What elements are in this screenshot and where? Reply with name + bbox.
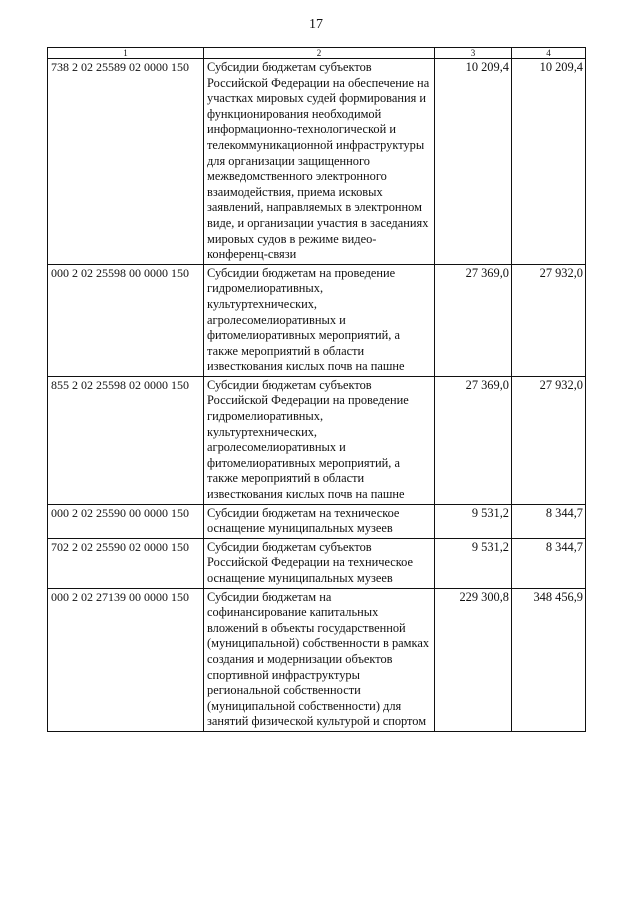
page-number: 17 [309, 17, 323, 32]
amount-col4: 27 932,0 [512, 376, 586, 504]
income-description: Субсидии бюджетам на софинансирование капитальных вложений в объекты государственной (муниципальной) собственности в рамках создания и модернизации объектов спортивной инфраструктуры региональной собственности (муниципальной собственности) для занятий физической культурой и спортом [204, 588, 435, 731]
amount-col3: 229 300,8 [435, 588, 512, 731]
table-row [48, 264, 586, 376]
table-row [48, 504, 586, 538]
column-header: 1 [48, 48, 204, 59]
income-description: Субсидии бюджетам субъектов Российской Федерации на обеспечение на участках мировых судей формирования и функционирования необходимой информационно-технологической и телекоммуникационной инфраструктуры для организации защищенного межведомственного электронного взаимодействия, приема исковых заявлений, направляемых в электронном виде, и организации участия в заседаниях мировых судов в режиме видео-конференц-связи [204, 59, 435, 265]
column-header: 4 [512, 48, 586, 59]
amount-col3: 9 531,2 [435, 504, 512, 538]
column-header: 3 [435, 48, 512, 59]
income-description: Субсидии бюджетам субъектов Российской Федерации на проведение гидромелиоративных, культуртехнических, агролесомелиоративных и фитомелиоративных мероприятий, а также мероприятий в области известкования кислых почв на пашне [204, 376, 435, 504]
budget-code: 000 2 02 27139 00 0000 150 [48, 588, 204, 731]
table-row [48, 538, 586, 588]
table-header-row [48, 48, 586, 59]
budget-table [47, 47, 586, 732]
amount-col4: 27 932,0 [512, 264, 586, 376]
budget-code: 000 2 02 25598 00 0000 150 [48, 264, 204, 376]
table-row [48, 588, 586, 731]
amount-col3: 10 209,4 [435, 59, 512, 265]
table-row [48, 376, 586, 504]
amount-col4: 8 344,7 [512, 538, 586, 588]
budget-code: 855 2 02 25598 02 0000 150 [48, 376, 204, 504]
budget-code: 738 2 02 25589 02 0000 150 [48, 59, 204, 265]
income-description: Субсидии бюджетам на техническое оснащение муниципальных музеев [204, 504, 435, 538]
income-description: Субсидии бюджетам субъектов Российской Федерации на техническое оснащение муниципальных музеев [204, 538, 435, 588]
amount-col3: 27 369,0 [435, 376, 512, 504]
income-description: Субсидии бюджетам на проведение гидромелиоративных, культуртехнических, агролесомелиоративных и фитомелиоративных мероприятий, а также мероприятий в области известкования кислых почв на пашне [204, 264, 435, 376]
amount-col4: 348 456,9 [512, 588, 586, 731]
amount-col3: 9 531,2 [435, 538, 512, 588]
table-row [48, 59, 586, 265]
column-header: 2 [204, 48, 435, 59]
amount-col3: 27 369,0 [435, 264, 512, 376]
amount-col4: 8 344,7 [512, 504, 586, 538]
amount-col4: 10 209,4 [512, 59, 586, 265]
budget-code: 702 2 02 25590 02 0000 150 [48, 538, 204, 588]
budget-code: 000 2 02 25590 00 0000 150 [48, 504, 204, 538]
